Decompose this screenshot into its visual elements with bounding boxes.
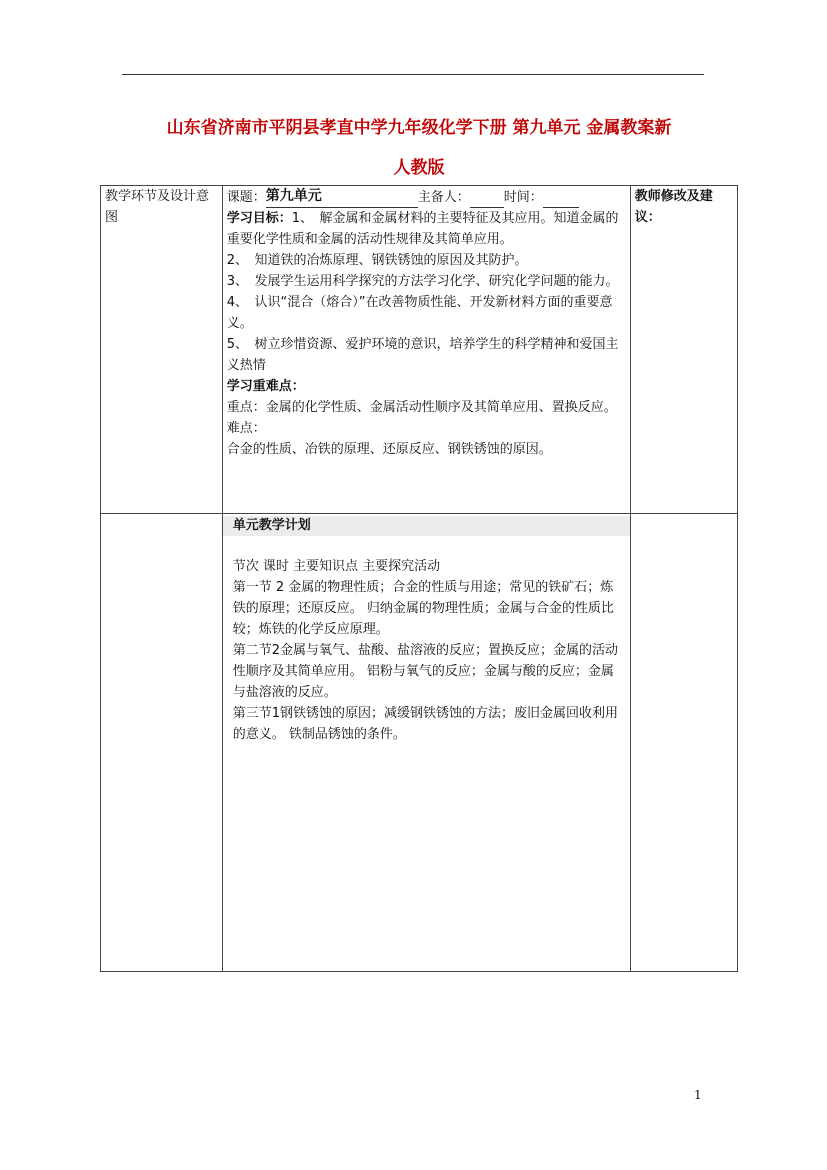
- unit-plan-cell: [222, 514, 630, 972]
- preparer-label: 主备人：: [417, 190, 470, 205]
- lesson-info-cell: [222, 186, 630, 514]
- objective-item-2: 2、 知道铁的冶炼原理、钢铁锈蚀的原因及其防护。: [226, 253, 528, 268]
- objective-item-3: 3、 发展学生运用科学探究的方法学习化学、研究化学问题的能力。: [226, 274, 619, 289]
- objective-item-4: 4、 认识“混合（熔合）”在改善物质性能、开发新材料方面的重要意义。: [226, 295, 613, 331]
- difficult-point-label: 难点：: [226, 421, 266, 436]
- teaching-stage-header: 教学环节及设计意图: [105, 189, 210, 225]
- objective-item-5: 5、 树立珍惜资源、爱护环境的意识，培养学生的科学精神和爱国主义热情: [226, 337, 619, 373]
- topic-value: 第九单元: [265, 188, 322, 204]
- preparer-blank: [470, 186, 504, 208]
- lesson-plan-table: [100, 185, 738, 972]
- unit-plan-row-2: 第二节2金属与氧气、盐酸、盐溶液的反应；置换反应；金属的活动性顺序及其简单应用。 铝粉与氧气的反应；金属与酸的反应；金属与盐溶液的反应。: [232, 643, 619, 700]
- topic-label: 课题：: [226, 190, 266, 205]
- objectives-label: 学习目标：: [226, 211, 292, 226]
- objective-item-1: [227, 208, 626, 250]
- empty-stage-cell: [101, 514, 223, 972]
- objective-text-1: 1、 解金属和金属材料的主要特征及其应用。知道金属的重要化学性质和金属的活动性规律及其简单应用。: [226, 211, 619, 247]
- document-title-line-1: 山东省济南市平阴县孝直中学九年级化学下册 第九单元 金属教案新: [166, 118, 672, 138]
- key-point-text: 重点：金属的化学性质、金属活动性顺序及其简单应用、置换反应。: [226, 400, 617, 415]
- document-title-line-2: 人教版: [393, 158, 445, 178]
- unit-plan-heading: 单元教学计划: [223, 516, 630, 536]
- teacher-notes-cell: [630, 186, 737, 514]
- topic-blank: [266, 186, 418, 208]
- header-rule: [122, 74, 704, 75]
- unit-plan-columns: 节次 课时 主要知识点 主要探究活动: [232, 559, 441, 574]
- table-row: [101, 514, 738, 972]
- unit-plan-row-3: 第三节1钢铁锈蚀的原因；减缓钢铁锈蚀的方法；废旧金属回收利用的意义。 铁制品锈蚀的条件。: [232, 706, 619, 742]
- unit-plan-row-1: 第一节 2 金属的物理性质；合金的性质与用途；常见的铁矿石；炼铁的原理；还原反应。 归纳金属的物理性质；金属与合金的性质比较；炼铁的化学反应原理。: [232, 580, 614, 637]
- topic-line: [227, 186, 626, 208]
- teacher-notes-header: 教师修改及建议：: [634, 189, 713, 225]
- table-row: [101, 186, 738, 514]
- spacer: [227, 536, 626, 556]
- teaching-stage-cell: [101, 186, 223, 514]
- empty-notes-cell: [630, 514, 737, 972]
- difficult-point-text: 合金的性质、冶铁的原理、还原反应、钢铁锈蚀的原因。: [226, 442, 552, 457]
- key-points-label: 学习重难点：: [226, 379, 305, 394]
- time-blank: [543, 186, 579, 208]
- time-label: 时间：: [503, 190, 543, 205]
- page-number: 1: [694, 1088, 702, 1102]
